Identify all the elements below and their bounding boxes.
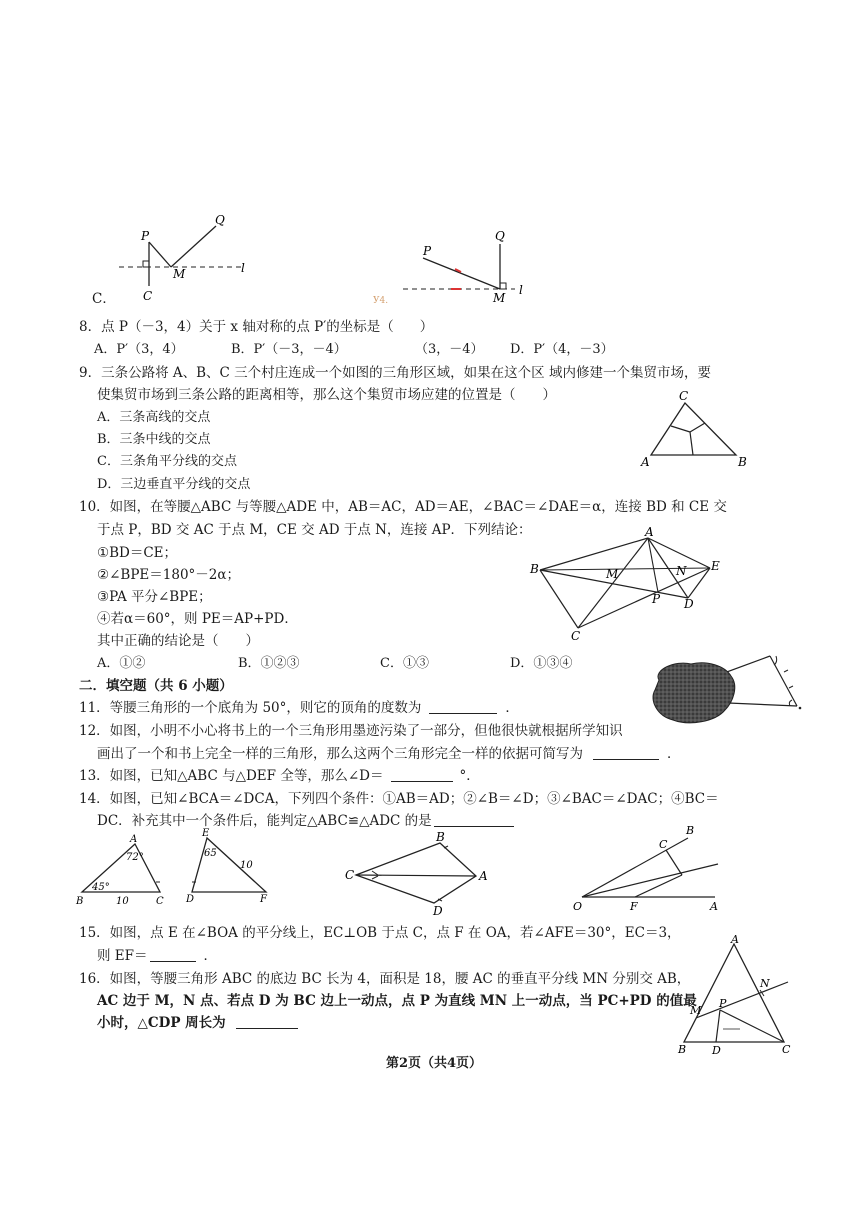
q13-text: 13．如图，已知△ABC 与△DEF 全等，那么∠D＝ °．	[79, 768, 480, 784]
q10-label-n: N	[676, 564, 687, 578]
q15-label-f: F	[630, 900, 638, 913]
q10-conclusion-4: ④若α＝60°，则 PE＝AP+PD．	[97, 611, 298, 627]
q13-figure-def	[180, 828, 280, 908]
q9-label-c: C	[679, 389, 689, 403]
q16-line1: 16．如图，等腰三角形 ABC 的底边 BC 长为 4，面积是 18，腰 AC 的垂直平分线 MN 分别交 AB，	[79, 971, 691, 987]
q16-label-n: N	[760, 977, 770, 990]
q13-abc-label-b: B	[76, 896, 84, 907]
q10-option-b: B．①②③	[238, 656, 300, 671]
q13-figure-abc	[72, 830, 172, 910]
q14-line2: DC．补充其中一个条件后，能判定△ABC≌△ADC 的是	[97, 812, 514, 830]
q10-option-d: D．①③④	[510, 656, 573, 671]
q7c-label-l: l	[241, 261, 245, 275]
q16-label-m: M	[690, 1004, 702, 1017]
q10-option-a: A．①②	[97, 656, 146, 671]
q15-label-a: A	[710, 900, 718, 913]
q10-label-m: M	[606, 567, 619, 581]
q7d-label-q: Q	[495, 229, 505, 243]
q7d-label-p: P	[423, 244, 432, 258]
q11-text: 11．等腰三角形的一个底角为 50°，则它的顶角的度数为 ．	[79, 700, 519, 716]
q15-label-b: B	[686, 824, 695, 837]
q15-label-c: C	[659, 838, 668, 851]
q14-label-b: B	[436, 830, 445, 844]
q7d-label-m: M	[493, 291, 506, 305]
q10-label-e: E	[711, 559, 720, 573]
q16-label-b: B	[678, 1043, 687, 1056]
q13-abc-angle-b: 45°	[92, 882, 110, 893]
q16-line3: 小时，△CDP 周长为	[97, 1014, 298, 1032]
q7c-label-m: M	[173, 267, 186, 281]
q14-label-a: A	[479, 869, 488, 883]
q13-def-label-d: D	[186, 894, 195, 905]
q10-label-d: D	[684, 597, 694, 611]
q13-abc-label-a: A	[130, 834, 138, 845]
q9-label-b: B	[738, 455, 747, 469]
section2-title: 二．填空题（共 6 小题）	[79, 678, 233, 694]
q15-figure	[570, 820, 730, 915]
q15-label-o: O	[573, 900, 583, 913]
q9-option-b: B．三条中线的交点	[97, 432, 211, 447]
q13-abc-label-c: C	[156, 896, 164, 907]
q9-line2: 使集贸市场到三条公路的距离相等，那么这个集贸市场应建的位置是（ ）	[97, 387, 556, 403]
q10-conclusion-3: ③PA 平分∠BPE；	[97, 589, 212, 605]
q13-def-label-e: E	[202, 828, 210, 839]
q13-def-side-ef: 10	[240, 860, 253, 871]
q8-option-b: B．P′（－3，－4）	[231, 342, 347, 357]
q12-line1: 12．如图，小明不小心将书上的一个三角形用墨迹污染了一部分，但他很快就根据所学知识	[79, 723, 623, 739]
q13-abc-angle-a: 72°	[126, 852, 144, 863]
q16-label-p: P	[719, 997, 727, 1010]
q16-label-c: C	[782, 1043, 791, 1056]
q7d-label-l: l	[519, 283, 523, 297]
q8-option-d: D．P′（4，－3）	[510, 342, 614, 357]
q10-line2: 于点 P，BD 交 AC 于点 M，CE 交 AD 于点 N，连接 AP．下列结论：	[97, 522, 532, 538]
q8-option-c: （3，－4）	[415, 342, 484, 357]
q14-line1: 14．如图，已知∠BCA＝∠DCA，下列四个条件：①AB＝AD；②∠B＝∠D；③∠BAC＝∠DAC；④BC＝	[79, 791, 719, 807]
q12-ink-triangle-figure	[645, 650, 805, 730]
q16-figure	[676, 933, 801, 1061]
q13-def-angle-e: 65	[204, 848, 217, 859]
q7c-label-p: P	[141, 229, 150, 243]
q10-label-p: P	[652, 592, 661, 606]
q14-label-c: C	[345, 868, 355, 882]
q9-option-c: C．三条角平分线的交点	[97, 454, 237, 469]
q14-label-d: D	[433, 904, 443, 918]
q14-figure	[342, 830, 492, 918]
q10-conclusion-1: ①BD＝CE；	[97, 545, 178, 561]
q15-line2: 则 EF＝ ．	[97, 948, 218, 964]
q7-figure-d	[395, 228, 535, 308]
q13-abc-side-bc: 10	[116, 896, 129, 907]
q10-conclusion-2: ②∠BPE＝180°－2α；	[97, 567, 240, 583]
q7-option-c-label: C．	[92, 291, 116, 307]
q10-option-c: C．①③	[380, 656, 429, 671]
q8-option-a: A．P′（3，4）	[94, 342, 184, 357]
q12-line2: 画出了一个和书上完全一样的三角形，那么这两个三角形完全一样的依据可简写为 ．	[97, 746, 681, 762]
q10-label-c: C	[571, 629, 581, 643]
q10-line1: 10．如图，在等腰△ABC 与等腰△ADE 中，AB＝AC，AD＝AE，∠BAC＝∠DAE＝α，连接 BD 和 CE 交	[79, 499, 727, 515]
q16-label-d: D	[712, 1044, 721, 1057]
q15-line1: 15．如图，点 E 在∠BOA 的平分线上，EC⊥OB 于点 C，点 F 在 OA，若∠AFE＝30°，EC＝3，	[79, 925, 681, 941]
q9-label-a: A	[641, 455, 650, 469]
q7c-label-c: C	[143, 289, 153, 303]
q16-label-a: A	[731, 933, 739, 946]
q16-line2: AC 边于 M，N 点、若点 D 为 BC 边上一动点，点 P 为直线 MN 上一动点，当 PC+PD 的值最	[97, 993, 697, 1009]
page-footer: 第2页（共4页）	[385, 1056, 483, 1071]
q9-option-d: D．三边垂直平分线的交点	[97, 477, 251, 492]
q10-figure	[528, 525, 728, 643]
q9-line1: 9．三条公路将 A、B、C 三个村庄连成一个如图的三角形区域，如果在这个区 域内修建一个集贸市场，要	[79, 365, 711, 381]
q10-label-b: B	[530, 562, 539, 576]
q13-def-label-f: F	[260, 894, 267, 905]
q7c-label-q: Q	[215, 213, 225, 227]
q10-label-a: A	[645, 525, 654, 539]
q8-stem: 8．点 P（－3，4）关于 x 轴对称的点 P′的坐标是（ ）	[79, 319, 434, 335]
q9-figure	[638, 386, 753, 471]
stray-mark: У4.	[373, 296, 389, 306]
q7-figure-c	[105, 210, 265, 310]
q9-option-a: A．三条高线的交点	[97, 410, 211, 425]
q10-ask: 其中正确的结论是（ ）	[97, 633, 259, 649]
